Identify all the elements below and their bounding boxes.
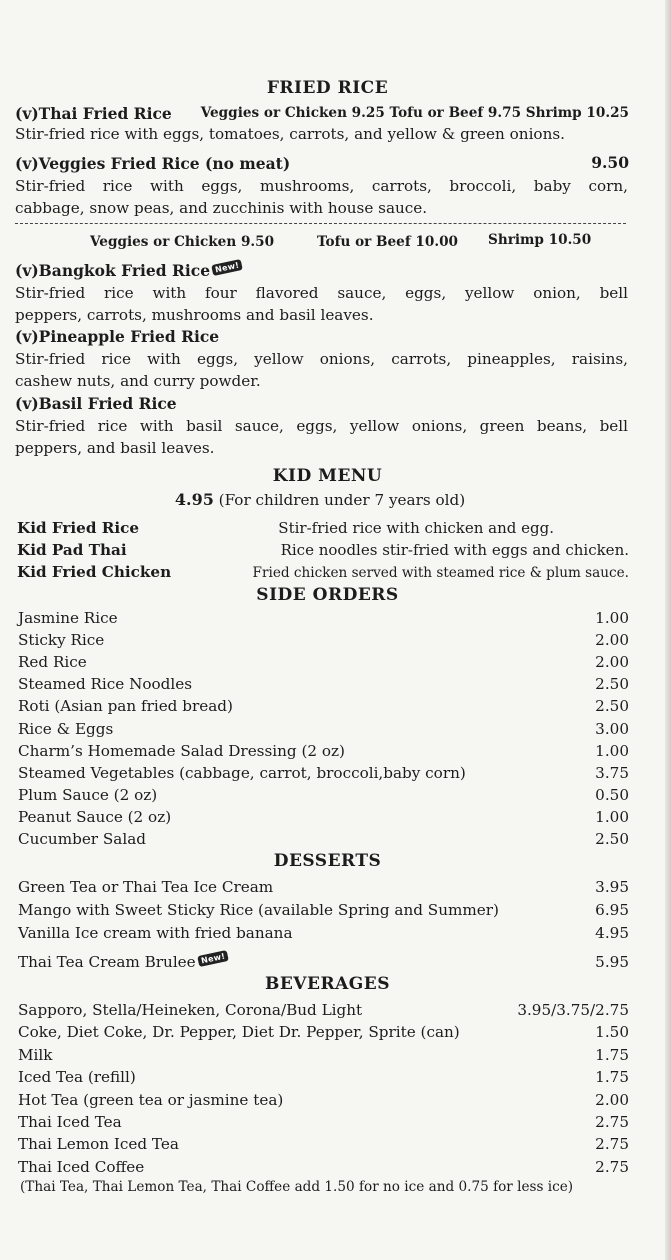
veggies-fried-rice-name: (v)Veggies Fried Rice (no meat) bbox=[15, 154, 291, 173]
beverage-item-price: 1.75 bbox=[595, 1045, 629, 1064]
dessert-item-name: Thai Tea Cream Brulee bbox=[18, 953, 196, 971]
price-header-shrimp: Shrimp 10.50 bbox=[488, 232, 592, 248]
side-order-item-price: 2.50 bbox=[595, 675, 629, 694]
kid-menu-note: (For children under 7 years old) bbox=[218, 491, 466, 509]
thai-fried-rice-prices: Veggies or Chicken 9.25 Tofu or Beef 9.75 Shrimp 10.25 bbox=[200, 105, 629, 121]
beverage-item-name: Coke, Diet Coke, Dr. Pepper, Diet Dr. Pepper, Sprite (can) bbox=[18, 1023, 460, 1042]
side-order-item-price: 0.50 bbox=[595, 785, 629, 804]
side-order-item-name: Jasmine Rice bbox=[18, 609, 118, 627]
kid-item-desc: Fried chicken served with steamed rice & plum sauce. bbox=[252, 565, 629, 581]
basil-desc-2: peppers, and basil leaves. bbox=[15, 439, 215, 457]
thai-fried-rice-name: (v)Thai Fried Rice bbox=[15, 104, 172, 123]
side-order-item-price: 2.50 bbox=[595, 697, 629, 716]
kid-menu-price: 4.95 bbox=[174, 490, 214, 509]
side-order-item-name: Cucumber Salad bbox=[18, 830, 146, 848]
desserts-title: DESSERTS bbox=[273, 851, 382, 871]
basil-name: (v)Basil Fried Rice bbox=[15, 394, 177, 413]
side-order-item-name: Red Rice bbox=[18, 653, 87, 672]
side-order-item-name: Peanut Sauce (2 oz) bbox=[18, 807, 172, 826]
dessert-item-badge-wrap bbox=[18, 953, 228, 971]
beverage-item-name: Milk bbox=[18, 1045, 53, 1064]
dessert-item-price: 5.95 bbox=[595, 953, 629, 971]
beverage-item-price: 3.95/3.75/2.75 bbox=[517, 1001, 629, 1019]
beverage-item-price: 1.75 bbox=[595, 1068, 629, 1087]
pineapple-desc-2: cashew nuts, and curry powder. bbox=[15, 372, 261, 390]
bangkok-name: (v)Bangkok Fried Rice bbox=[15, 261, 211, 280]
side-order-item-price: 1.00 bbox=[595, 807, 629, 826]
dessert-item-name: Mango with Sweet Sticky Rice (available Spring and Summer) bbox=[18, 901, 499, 919]
pineapple-row bbox=[15, 326, 629, 348]
side-order-item-name: Rice & Eggs bbox=[18, 719, 114, 738]
veggies-fried-rice-desc-1: Stir-fried rice with eggs, mushrooms, carrots, broccoli, baby corn, bbox=[15, 177, 628, 195]
bangkok-row bbox=[15, 260, 629, 282]
kid-menu-price-line bbox=[0, 490, 640, 509]
kid-item-desc: Rice noodles stir-fried with eggs and chicken. bbox=[280, 541, 629, 559]
beverage-item-name: Thai Lemon Iced Tea bbox=[18, 1135, 179, 1154]
beverage-item-name: Iced Tea (refill) bbox=[18, 1068, 136, 1087]
veggies-fried-rice-price: 9.50 bbox=[591, 153, 629, 172]
side-order-item-price: 2.00 bbox=[595, 653, 629, 672]
side-order-item-price: 2.00 bbox=[595, 631, 629, 650]
dessert-item-name: Vanilla Ice cream with fried banana bbox=[18, 924, 293, 942]
beverage-item-price: 2.75 bbox=[595, 1135, 629, 1154]
kid-item-name: Kid Fried Chicken bbox=[17, 563, 172, 581]
side-order-item-name: Roti (Asian pan fried bread) bbox=[18, 697, 233, 716]
beverage-item-price: 1.50 bbox=[595, 1023, 629, 1042]
fried-rice-title: FRIED RICE bbox=[266, 78, 389, 98]
kid-item-desc: Stir-fried rice with chicken and egg. bbox=[278, 519, 554, 537]
kid-item-name: Kid Fried Rice bbox=[17, 519, 140, 537]
dessert-item-price: 3.95 bbox=[595, 878, 629, 896]
side-order-item-name: Sticky Rice bbox=[18, 631, 105, 650]
basil-desc-1: Stir-fried rice with basil sauce, eggs, yellow onions, green beans, bell bbox=[15, 417, 628, 435]
kid-menu-title: KID MENU bbox=[272, 466, 383, 486]
side-order-item-price: 1.00 bbox=[595, 741, 629, 760]
beverage-item-price: 2.75 bbox=[595, 1157, 629, 1176]
veggies-fried-rice-row bbox=[15, 153, 629, 175]
kid-item-name: Kid Pad Thai bbox=[17, 541, 127, 559]
beverage-item-price: 2.75 bbox=[595, 1113, 629, 1131]
side-order-item-price: 3.00 bbox=[595, 719, 629, 738]
beverage-item-name: Thai Iced Coffee bbox=[18, 1157, 145, 1176]
beverage-item-name: Sapporo, Stella/Heineken, Corona/Bud Light bbox=[18, 1001, 363, 1019]
section-divider bbox=[15, 223, 626, 224]
beverages-footnote: (Thai Tea, Thai Lemon Tea, Thai Coffee add 1.50 for no ice and 0.75 for less ice) bbox=[20, 1179, 574, 1195]
dessert-item-price: 6.95 bbox=[595, 901, 629, 919]
thai-fried-rice-row bbox=[15, 103, 629, 125]
side-order-item-price: 2.50 bbox=[595, 830, 629, 848]
dessert-item-price: 4.95 bbox=[595, 924, 629, 942]
veggies-fried-rice-desc-2: cabbage, snow peas, and zucchinis with house sauce. bbox=[15, 199, 428, 217]
side-order-item-price: 3.75 bbox=[595, 763, 629, 782]
side-order-item-price: 1.00 bbox=[595, 609, 629, 627]
dessert-item-name: Green Tea or Thai Tea Ice Cream bbox=[18, 878, 274, 896]
side-order-item-name: Plum Sauce (2 oz) bbox=[18, 785, 158, 804]
side-order-item-name: Steamed Vegetables (cabbage, carrot, broccoli,baby corn) bbox=[18, 763, 466, 782]
pineapple-name: (v)Pineapple Fried Rice bbox=[15, 327, 220, 346]
bangkok-desc-2: peppers, carrots, mushrooms and basil leaves. bbox=[15, 306, 374, 324]
beverage-item-name: Hot Tea (green tea or jasmine tea) bbox=[18, 1090, 284, 1109]
new-badge: New! bbox=[211, 259, 243, 276]
pineapple-desc-1: Stir-fried rice with eggs, yellow onions, carrots, pineapples, raisins, bbox=[15, 350, 628, 368]
price-header-tofu: Tofu or Beef 10.00 bbox=[317, 234, 458, 250]
side-order-item-name: Steamed Rice Noodles bbox=[18, 675, 193, 694]
new-badge: New! bbox=[197, 950, 229, 967]
side-order-item-name: Charm’s Homemade Salad Dressing (2 oz) bbox=[18, 741, 345, 760]
beverages-title: BEVERAGES bbox=[264, 974, 391, 994]
page-edge-shadow bbox=[665, 0, 671, 1260]
bangkok-desc-1: Stir-fried rice with four flavored sauce, eggs, yellow onion, bell bbox=[15, 284, 628, 302]
side-orders-title: SIDE ORDERS bbox=[256, 585, 399, 605]
beverage-item-price: 2.00 bbox=[595, 1090, 629, 1109]
basil-row bbox=[15, 393, 629, 415]
price-header-veggies: Veggies or Chicken 9.50 bbox=[90, 234, 275, 250]
beverage-item-name: Thai Iced Tea bbox=[18, 1113, 122, 1131]
thai-fried-rice-desc: Stir-fried rice with eggs, tomatoes, carrots, and yellow & green onions. bbox=[15, 125, 565, 143]
